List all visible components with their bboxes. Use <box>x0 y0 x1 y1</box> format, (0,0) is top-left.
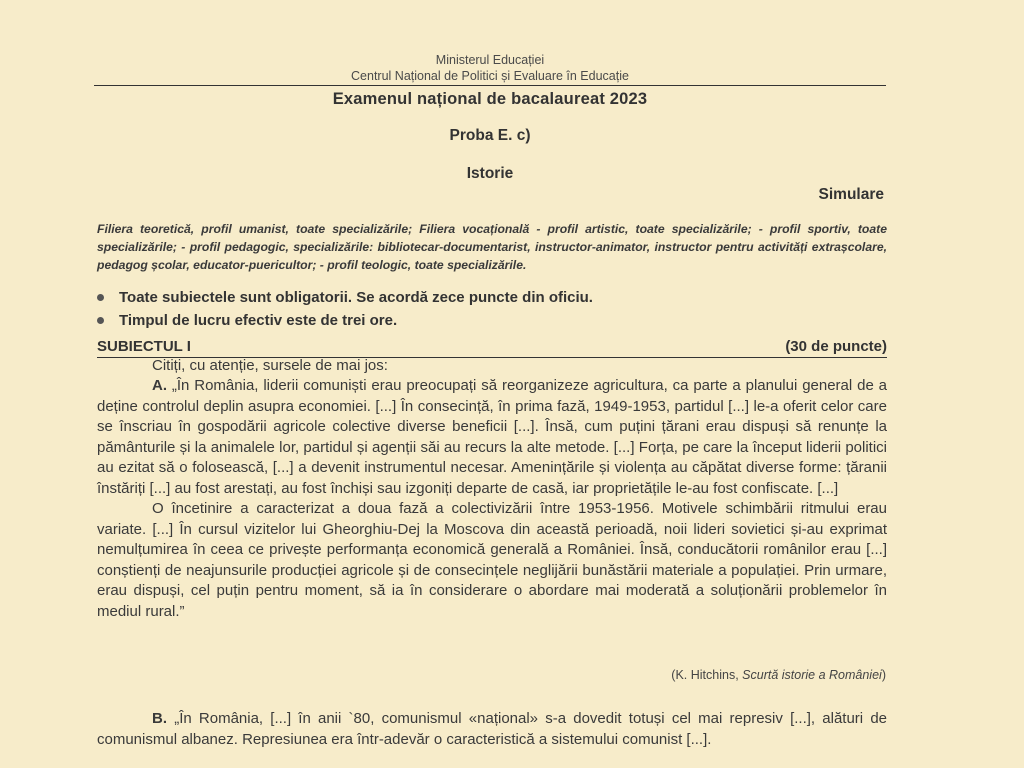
rules-list <box>97 286 887 332</box>
rule-item <box>97 286 887 309</box>
filiera-text: Filiera teoretică, profil umanist, toate specializările; Filiera vocațională - profil artistic, toate specializările; - profil sportiv, toate specializările; - profil pedagogic, specializările: bibliotecar-documentarist, instructor-animator, instructor pentru activități extrașcolare, pedagog școlar, educator-puericultor; - profil teologic, toate specializările. <box>97 222 887 272</box>
exam-session: Simulare <box>818 186 884 203</box>
section-points: (30 de puncte) <box>785 338 887 355</box>
section-title: SUBIECTUL I <box>97 338 191 355</box>
rule-text: Timpul de lucru efectiv este de trei ore. <box>119 312 398 329</box>
exam-title: Examenul național de bacalaureat 2023 <box>332 90 648 108</box>
citation-author: (K. Hitchins, <box>671 668 739 682</box>
source-b <box>97 709 887 750</box>
section-heading <box>97 337 887 358</box>
bullet-icon <box>97 294 104 301</box>
citation-work: Scurtă istorie a României <box>742 668 882 682</box>
header-divider <box>94 85 886 86</box>
source-b-paragraph <box>97 709 887 750</box>
bullet-icon <box>97 317 104 324</box>
source-a-paragraph-2: O încetinire a caracterizat a doua fază a colectivizării între 1953-1956. Motivele schimbării ritmului erau variate. [...] În cursul vizitelor lui Gheorghiu-Dej la Moscova din această perioadă, noii lideri sovietici și-au exprimat nemulțumirea în ceea ce privește performanța economică generală a României. Însă, conducătorii românilor erau [...] conștienți de neajunsurile producției agricole și de consecințele neglijării bunăstării materiale a populației. Prin urmare, erau dispuși, cel puțin pentru moment, să ia în considerare o abordare mai moderată a soluționării problemelor în mediul rural.” <box>97 500 887 620</box>
source-a <box>97 376 887 622</box>
ministry-name: Ministerul Educației <box>435 53 545 67</box>
citation-end: ) <box>881 668 886 682</box>
source-b-label: B. <box>152 710 167 727</box>
exam-subject: Istorie <box>466 165 514 182</box>
exam-proba: Proba E. c) <box>449 127 531 144</box>
source-a-label: A. <box>152 377 167 394</box>
rule-text: Toate subiectele sunt obligatorii. Se acordă zece puncte din oficiu. <box>119 289 593 306</box>
source-b-text: „În România, [...] în anii `80, comunismul «național» s-a dovedit totuși cel mai represiv [...], alături de comunismul albanez. Represiunea era într-adevăr o caracteristică a sistemului comunist [...]. <box>97 710 888 748</box>
source-a-text-1: „În România, liderii comuniști erau preocupați să reorganizeze agricultura, ca parte a planului general de a deține controlul deplin asupra economiei. [...] În consecință, în prima fază, 1949-1953, partidul [...] le-a oferit celor care se înscriau în gospodării agricole colective diverse beneficii [...]. Însă, cum puțini țărani erau dispuși să renunțe la pământurile și la animalele lor, partidul și agenții săi au recurs la alte metode. [...] Forța, pe care la început liderii politici au ezitat să o folosească, [...] a devenit instrumentul necesar. Amenințările și violența au căpătat diverse forme: țăranii înstăriți [...] au fost arestați, au fost închiși sau izgoniți departe de casă, iar proprietățile le-au fost confiscate. [...] <box>97 377 887 497</box>
centre-name: Centrul Național de Politici și Evaluare în Educație <box>351 69 629 83</box>
intro-text: Citiți, cu atenție, sursele de mai jos: <box>152 357 388 374</box>
source-a-paragraph-1 <box>97 376 887 499</box>
source-a-citation <box>671 668 886 682</box>
rule-item <box>97 309 887 332</box>
